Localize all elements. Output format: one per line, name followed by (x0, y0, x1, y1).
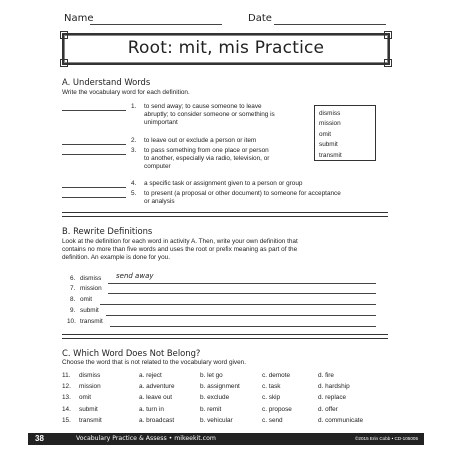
answer-line-2[interactable] (62, 144, 126, 145)
definition-text: to send away; to cause someone to leave abruptly; to consider someone or something is unimportant (144, 103, 275, 127)
choice-column-d[interactable]: d. fire d. hardship d. replace d. offer d. communicate (318, 372, 364, 424)
vocab-word: submit (80, 307, 99, 314)
copyright: ©2015 Erin Cobb • CD-105005 (355, 436, 418, 441)
answer-line-1[interactable] (62, 110, 126, 111)
item-number: 7. (70, 285, 76, 292)
definition-text: to leave out or exclude a person or item (144, 137, 257, 144)
page-number: 38 (35, 434, 44, 443)
item-number: 5. (131, 190, 137, 197)
item-number: 3. (131, 147, 137, 154)
definition-line[interactable] (110, 326, 376, 327)
section-b-instructions: Look at the definition for each word in activity A. Then, write your own definition that contains no more than five words and uses the root or prefix meaning as part of the definition. An example is done for you. (62, 238, 298, 262)
book-title: Vocabulary Practice & Assess • mikeekit.com (76, 435, 216, 442)
definition-line[interactable] (108, 293, 376, 294)
definition-line[interactable] (100, 304, 376, 305)
vocab-word: omit (80, 296, 93, 303)
date-line[interactable] (274, 24, 386, 25)
name-label: Name (64, 13, 94, 24)
item-number: 10. (67, 318, 76, 325)
word-bank-item: submit (319, 141, 338, 149)
definition-text: a specific task or assignment given to a person or group (144, 180, 303, 187)
page-footer (28, 433, 424, 445)
choice-column-c[interactable]: c. demote c. task c. skip c. propose c. send (262, 372, 292, 424)
section-b-heading: B. Rewrite Definitions (62, 226, 153, 236)
definition-line[interactable] (106, 315, 376, 316)
word-bank (314, 105, 376, 161)
item-number: 4. (131, 180, 137, 187)
word-bank-item: mission (319, 120, 341, 128)
word-bank-item: dismiss (319, 110, 341, 117)
item-number: 6. (70, 275, 76, 282)
section-divider (62, 212, 388, 217)
choice-column-b[interactable]: b. let go b. assignment b. exclude b. remit b. vehicular (200, 372, 240, 424)
definition-line[interactable] (108, 283, 376, 284)
item-number: 1. (131, 103, 137, 110)
date-label: Date (248, 13, 272, 24)
vocab-word: transmit (80, 318, 103, 325)
answer-line-3[interactable] (62, 154, 126, 155)
item-number: 8. (70, 296, 76, 303)
definition-text: to pass something from one place or person to another, especially via radio, television, or computer (144, 147, 270, 171)
item-number: 2. (131, 137, 137, 144)
word-bank-item: omit (319, 130, 332, 138)
title-banner (62, 33, 390, 65)
section-a-heading: A. Understand Words (62, 77, 151, 87)
page-title: Root: mit, mis Practice (127, 38, 325, 58)
definition-text: to present (a proposal or other document) to someone for acceptance or analysis (144, 190, 341, 206)
vocab-word: dismiss (80, 275, 102, 282)
section-c-instructions: Choose the word that is not related to the vocabulary word given. (62, 359, 247, 366)
vocab-word: mission (80, 285, 102, 292)
item-number: 9. (70, 307, 76, 314)
word-bank-item: transmit (319, 151, 342, 159)
example-answer: send away (116, 272, 154, 280)
answer-line-5[interactable] (62, 197, 126, 198)
question-words: dismiss mission omit submit transmit (79, 372, 102, 424)
question-numbers: 11. 12. 13. 14. 15. (62, 372, 71, 424)
name-line[interactable] (90, 24, 222, 25)
section-c-heading: C. Which Word Does Not Belong? (62, 348, 201, 358)
section-a-instructions: Write the vocabulary word for each definition. (62, 89, 190, 96)
choice-column-a[interactable]: a. reject a. adventure a. leave out a. turn in a. broadcast (139, 372, 175, 424)
section-divider (62, 334, 388, 339)
answer-line-4[interactable] (62, 187, 126, 188)
